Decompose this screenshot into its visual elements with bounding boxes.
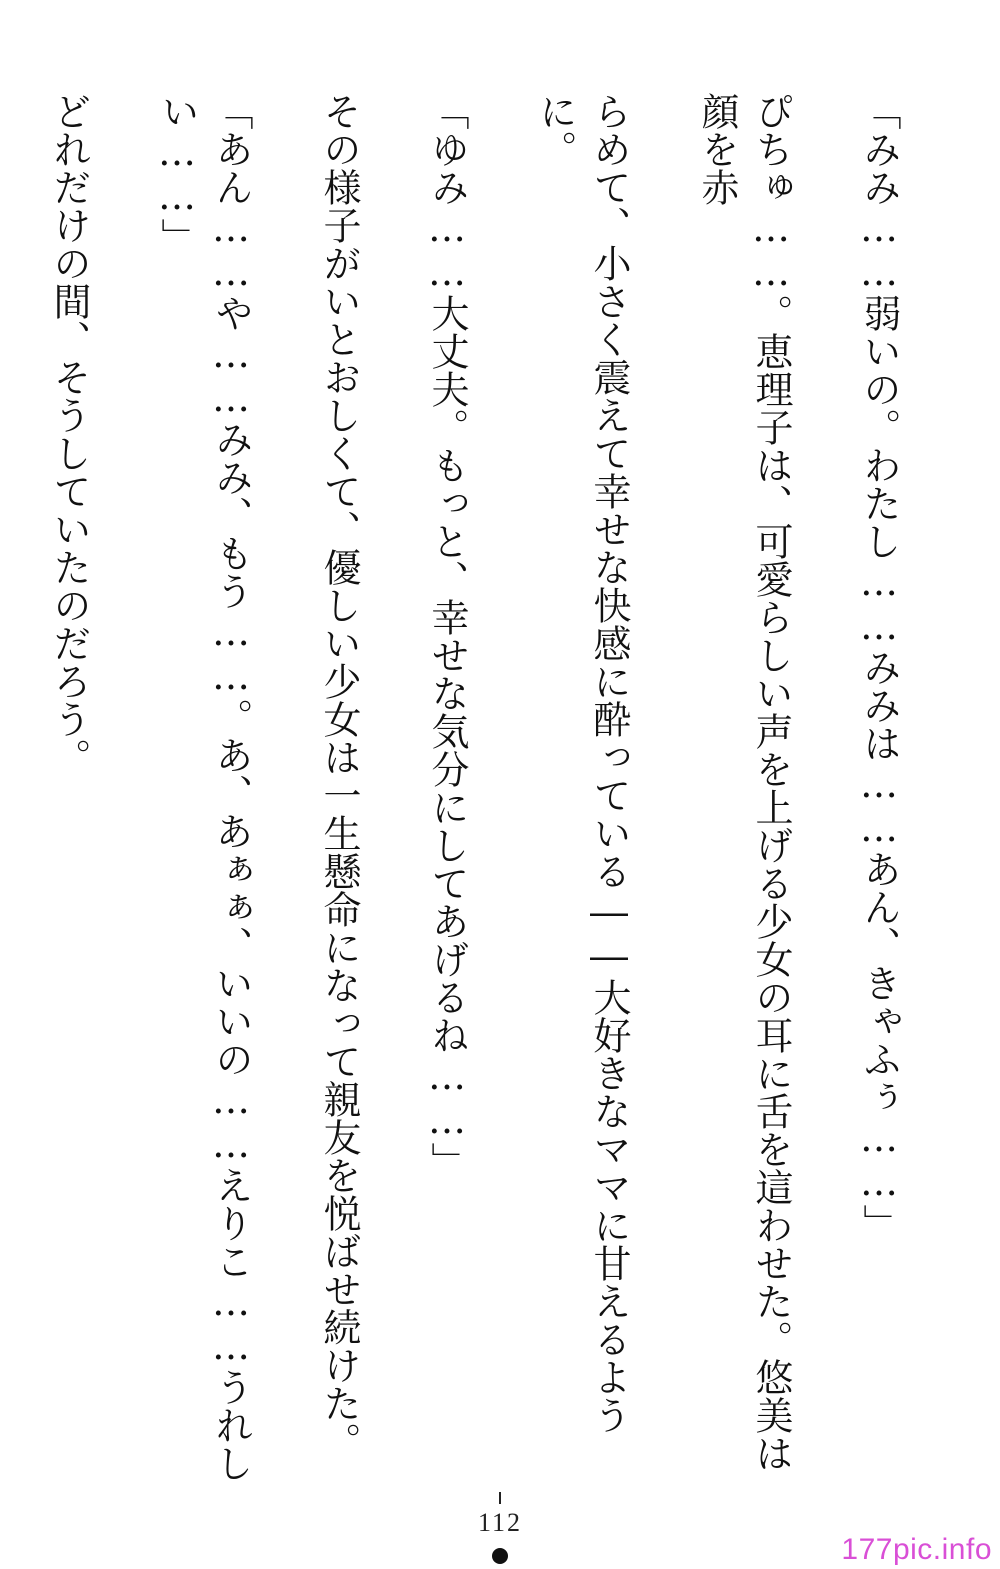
text-line: どれだけの間、そうしていたのだろう。 xyxy=(47,92,91,776)
footer-rule xyxy=(499,1492,501,1504)
footer-dot-icon xyxy=(492,1548,508,1564)
text-line: 「ゆみ……大丈夫。もっと、幸せな気分にしてあげるね……」 xyxy=(425,92,469,1180)
text-line: らめて、小さく震えて幸せな快感に酔っている――大好きなママに甘えるように。 xyxy=(533,92,631,1434)
page-number: 112 xyxy=(477,1508,523,1537)
text-line: ぴちゅ……。恵理子は、可愛らしい声を上げる少女の耳に舌を這わせた。悠美は顔を赤 xyxy=(695,92,793,1472)
text-line: 「あん……や……みみ、もう……。あ、あぁぁ、いいの……えりこ……うれしい……」 xyxy=(155,92,253,1482)
body-text xyxy=(47,92,960,1492)
watermark: 177pic.info xyxy=(841,1533,992,1566)
text-line: 「みみ……弱いの。わたし……みみは……あん、きゃふぅ……」 xyxy=(857,92,901,1242)
text-line: その様子がいとおしくて、優しい少女は一生懸命になって親友を悦ばせ続けた。 xyxy=(317,92,361,1460)
